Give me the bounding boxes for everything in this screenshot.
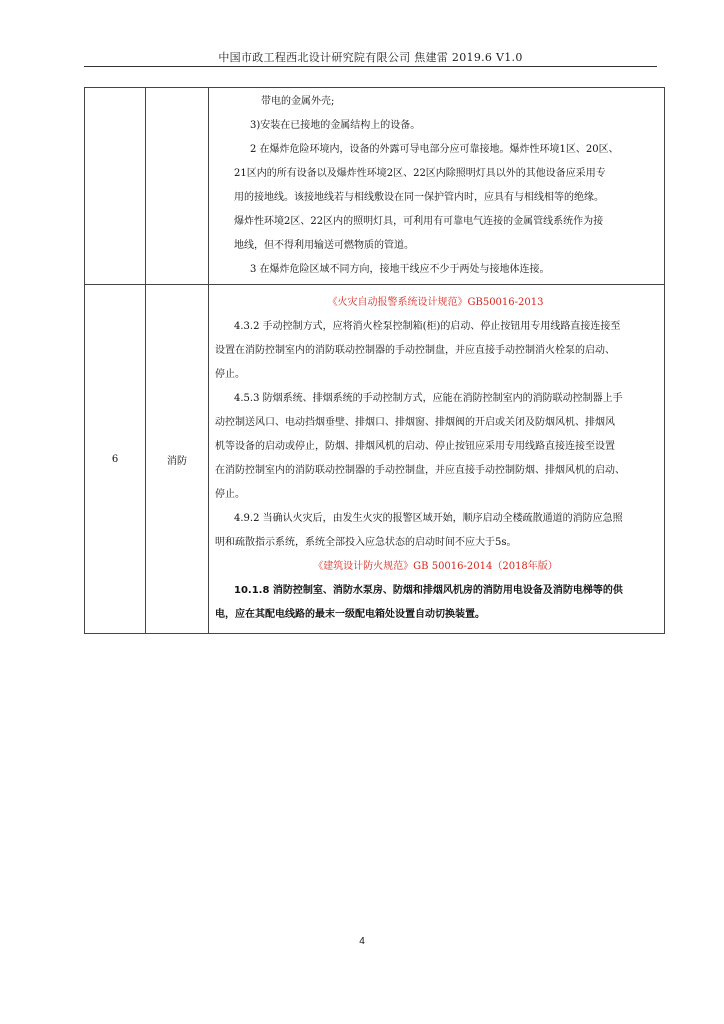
spec-table <box>84 87 665 634</box>
clause-line: 4.5.3 防烟系统、排烟系统的手动控制方式，应能在消防控制室内的消防联动控制器上手 <box>234 393 623 404</box>
clause-line-bold: 10.1.8 消防控制室、消防水泵房、防烟和排烟风机房的消防用电设备及消防电梯等的供 <box>234 585 623 596</box>
clause-line-bold: 电，应在其配电线路的最末一级配电箱处设置自动切换装置。 <box>215 609 485 620</box>
page-header: 中国市政工程西北设计研究院有限公司 焦建雷 2019.6 V1.0 <box>218 51 523 64</box>
text-line: 地线，但不得利用输送可燃物质的管道。 <box>234 240 414 251</box>
clause-line: 在消防控制室内的消防联动控制器的手动控制盘，并应直接手动控制防烟、排烟风机的启动、 <box>215 465 625 476</box>
standard-reference: 《火灾自动报警系统设计规范》GB50016-2013 <box>327 297 544 308</box>
table-row <box>85 88 665 285</box>
row-category: 消防 <box>146 285 209 634</box>
clause-line: 4.9.2 当确认火灾后，由发生火灾的报警区域开始，顺序启动全楼疏散通道的消防应急照 <box>234 513 623 524</box>
row-number: 6 <box>85 285 146 634</box>
clause-line: 动控制送风口、电动挡烟垂壁、排烟口、排烟窗、排烟阀的开启或关闭及防烟风机、排烟风 <box>215 417 615 428</box>
text-line: 3 在爆炸危险区域不同方向，接地干线应不少于两处与接地体连接。 <box>250 264 550 275</box>
clause-line: 停止。 <box>215 369 245 380</box>
table-row <box>85 285 665 634</box>
content-cell <box>209 285 665 634</box>
text-line: 爆炸性环境2区、22区内的照明灯具，可利用有可靠电气连接的金属管线系统作为接 <box>234 216 604 227</box>
clause-line: 停止。 <box>215 489 245 500</box>
number-cell <box>85 88 146 285</box>
text-line: 21区内的所有设备以及爆炸性环境2区、22区内除照明灯具以外的其他设备应采用专 <box>234 168 606 179</box>
content-cell <box>209 88 665 285</box>
header-rule <box>84 66 657 67</box>
clause-line: 明和疏散指示系统，系统全部投入应急状态的启动时间不应大于5s。 <box>215 537 517 548</box>
text-line: 3)安装在已接地的金属结构上的设备。 <box>250 120 421 131</box>
clause-line: 机等设备的启动或停止，防烟、排烟风机的启动、停止按钮应采用专用线路直接连接至设置 <box>215 441 615 452</box>
text-line: 2 在爆炸危险环境内，设备的外露可导电部分应可靠接地。爆炸性环境1区、20区、 <box>250 144 619 155</box>
page-number: 4 <box>359 936 365 947</box>
text-line: 带电的金属外壳; <box>261 96 335 107</box>
text-line: 用的接地线。该接地线若与相线敷设在同一保护管内时，应具有与相线相等的绝缘。 <box>234 192 604 203</box>
clause-line: 设置在消防控制室内的消防联动控制器的手动控制盘，并应直接手动控制消火栓泵的启动、 <box>215 345 615 356</box>
category-cell <box>146 88 209 285</box>
standard-reference: 《建筑设计防火规范》GB 50016-2014（2018年版） <box>313 561 558 572</box>
clause-line: 4.3.2 手动控制方式，应将消火栓泵控制箱(柜)的启动、停止按钮用专用线路直接连接至 <box>234 321 621 332</box>
